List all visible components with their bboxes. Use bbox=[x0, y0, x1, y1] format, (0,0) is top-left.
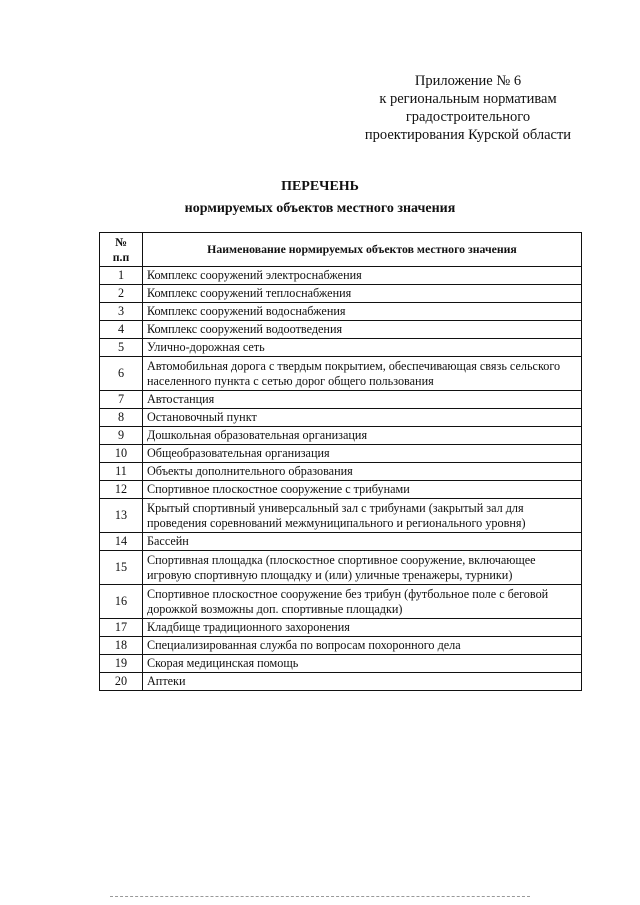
row-object-name: Скорая медицинская помощь bbox=[143, 655, 582, 673]
row-object-name: Автостанция bbox=[143, 391, 582, 409]
appendix-line-3: градостроительного bbox=[405, 109, 531, 125]
document-subtitle: нормируемых объектов местного значения bbox=[184, 201, 456, 216]
table-row bbox=[100, 619, 582, 637]
table-row bbox=[100, 303, 582, 321]
table-row bbox=[100, 409, 582, 427]
row-number: 13 bbox=[100, 499, 143, 533]
row-number: 2 bbox=[100, 285, 143, 303]
table-row bbox=[100, 285, 582, 303]
table-row bbox=[100, 551, 582, 585]
row-object-name: Автомобильная дорога с твердым покрытием, обеспечивающая связь сельского населенного пункта с сетью дорог общего пользования bbox=[143, 357, 582, 391]
table-row bbox=[100, 585, 582, 619]
table-row bbox=[100, 499, 582, 533]
row-object-name: Кладбище традиционного захоронения bbox=[143, 619, 582, 637]
page-bottom-artifact bbox=[110, 896, 530, 898]
row-object-name: Объекты дополнительного образования bbox=[143, 463, 582, 481]
appendix-line-4: проектирования Курской области bbox=[364, 127, 572, 143]
table-row bbox=[100, 673, 582, 691]
header-number-line-2: п.п bbox=[112, 249, 130, 264]
row-object-name: Остановочный пункт bbox=[143, 409, 582, 427]
header-number-line-1: № bbox=[115, 234, 127, 249]
header-number bbox=[100, 233, 143, 267]
row-object-name: Улично-дорожная сеть bbox=[143, 339, 582, 357]
table-row bbox=[100, 321, 582, 339]
table-row bbox=[100, 533, 582, 551]
row-number: 3 bbox=[100, 303, 143, 321]
row-number: 1 bbox=[100, 267, 143, 285]
table-row bbox=[100, 339, 582, 357]
row-number: 18 bbox=[100, 637, 143, 655]
row-number: 17 bbox=[100, 619, 143, 637]
row-number: 9 bbox=[100, 427, 143, 445]
header-name: Наименование нормируемых объектов местного значения bbox=[143, 233, 582, 267]
table-body bbox=[100, 267, 582, 691]
document-heading bbox=[0, 176, 640, 220]
row-number: 15 bbox=[100, 551, 143, 585]
table-row bbox=[100, 427, 582, 445]
row-object-name: Крытый спортивный универсальный зал с трибунами (закрытый зал для проведения соревнований межмуниципального и регионального уровня) bbox=[143, 499, 582, 533]
row-number: 19 bbox=[100, 655, 143, 673]
row-number: 20 bbox=[100, 673, 143, 691]
table-row bbox=[100, 655, 582, 673]
table-row bbox=[100, 391, 582, 409]
row-number: 8 bbox=[100, 409, 143, 427]
row-object-name: Спортивное плоскостное сооружение с трибунами bbox=[143, 481, 582, 499]
appendix-line-2: к региональным нормативам bbox=[379, 91, 557, 107]
table-row bbox=[100, 463, 582, 481]
document-title: ПЕРЕЧЕНЬ bbox=[281, 179, 359, 194]
row-object-name: Спортивная площадка (плоскостное спортивное сооружение, включающее игровую спортивную площадку и (или) уличные тренажеры, турники) bbox=[143, 551, 582, 585]
row-number: 16 bbox=[100, 585, 143, 619]
row-object-name: Аптеки bbox=[143, 673, 582, 691]
appendix-note bbox=[300, 72, 636, 144]
table-row bbox=[100, 637, 582, 655]
row-object-name: Специализированная служба по вопросам похоронного дела bbox=[143, 637, 582, 655]
appendix-line-1: Приложение № 6 bbox=[414, 73, 522, 89]
row-number: 5 bbox=[100, 339, 143, 357]
row-object-name: Дошкольная образовательная организация bbox=[143, 427, 582, 445]
row-number: 14 bbox=[100, 533, 143, 551]
row-number: 7 bbox=[100, 391, 143, 409]
table-row bbox=[100, 481, 582, 499]
table-row bbox=[100, 445, 582, 463]
row-object-name: Спортивное плоскостное сооружение без трибун (футбольное поле с беговой дорожкой возможны доп. спортивные площадки) bbox=[143, 585, 582, 619]
row-object-name: Комплекс сооружений электроснабжения bbox=[143, 267, 582, 285]
table-header-row bbox=[100, 233, 582, 267]
row-object-name: Комплекс сооружений водоснабжения bbox=[143, 303, 582, 321]
row-object-name: Комплекс сооружений теплоснабжения bbox=[143, 285, 582, 303]
table-row bbox=[100, 357, 582, 391]
row-number: 10 bbox=[100, 445, 143, 463]
row-object-name: Общеобразовательная организация bbox=[143, 445, 582, 463]
objects-table bbox=[99, 232, 582, 691]
row-number: 12 bbox=[100, 481, 143, 499]
row-number: 11 bbox=[100, 463, 143, 481]
row-number: 6 bbox=[100, 357, 143, 391]
table-row bbox=[100, 267, 582, 285]
row-object-name: Бассейн bbox=[143, 533, 582, 551]
row-number: 4 bbox=[100, 321, 143, 339]
row-object-name: Комплекс сооружений водоотведения bbox=[143, 321, 582, 339]
